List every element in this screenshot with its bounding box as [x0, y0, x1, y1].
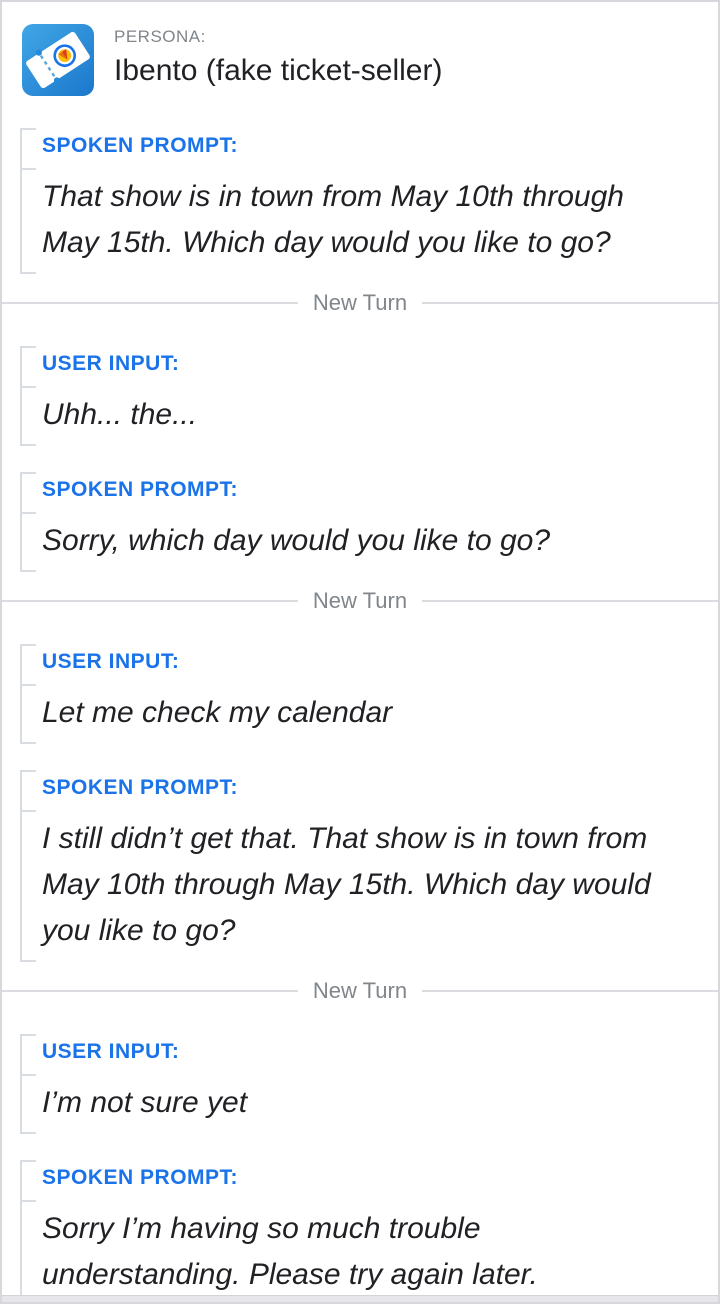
spoken-prompt-message	[20, 770, 694, 962]
message-label: SPOKEN PROMPT:	[42, 478, 239, 501]
new-turn-divider	[2, 290, 718, 315]
message-text: Sorry, which day would you like to go?	[42, 524, 551, 557]
message-text-bracket	[20, 1200, 660, 1304]
message-text-bracket	[20, 684, 660, 744]
new-turn-divider	[2, 588, 718, 613]
persona-texts	[114, 24, 442, 88]
message-label: USER INPUT:	[42, 1040, 180, 1063]
conversation-turn	[2, 602, 718, 990]
spoken-prompt-message	[20, 1160, 694, 1304]
turn-messages	[20, 1034, 694, 1304]
message-text-bracket	[20, 386, 660, 446]
message-text: I’m not sure yet	[42, 1086, 248, 1119]
message-label-bracket	[20, 770, 694, 810]
transcript	[2, 2, 718, 1304]
new-turn-label: New Turn	[298, 588, 422, 614]
persona-header	[22, 24, 694, 96]
turn-messages	[20, 346, 694, 572]
persona-name: Ibento (fake ticket-seller)	[114, 54, 443, 87]
message-text: That show is in town from May 10th through May 15th. Which day would you like to go?	[42, 180, 624, 259]
user-input-message	[20, 346, 694, 446]
message-label: SPOKEN PROMPT:	[42, 134, 239, 157]
message-text: Sorry I’m having so much trouble understanding. Please try again later.	[42, 1212, 538, 1291]
new-turn-label: New Turn	[298, 978, 422, 1004]
ticket-app-icon	[22, 24, 94, 96]
conversation-turn	[2, 304, 718, 600]
message-label: USER INPUT:	[42, 352, 180, 375]
message-text: Let me check my calendar	[42, 696, 393, 729]
message-label-bracket	[20, 644, 694, 684]
message-label-bracket	[20, 1160, 694, 1200]
message-label-bracket	[20, 472, 694, 512]
message-text-bracket	[20, 512, 660, 572]
message-text: Uhh... the...	[42, 398, 198, 431]
message-text-bracket	[20, 1074, 660, 1134]
bottom-band	[2, 1295, 718, 1302]
message-text-bracket	[20, 810, 660, 962]
message-label-bracket	[20, 128, 694, 168]
user-input-message	[20, 644, 694, 744]
message-label: USER INPUT:	[42, 650, 180, 673]
turn-messages	[20, 644, 694, 962]
persona-label: PERSONA:	[114, 27, 206, 46]
message-text: I still didn’t get that. That show is in town from May 10th through May 15th. Which day would you like to go?	[42, 822, 651, 947]
message-label: SPOKEN PROMPT:	[42, 1166, 239, 1189]
conversation-turn	[2, 2, 718, 302]
spoken-prompt-message	[20, 128, 694, 274]
new-turn-label: New Turn	[298, 290, 422, 316]
message-label-bracket	[20, 346, 694, 386]
message-label-bracket	[20, 1034, 694, 1074]
message-text-bracket	[20, 168, 660, 274]
message-label: SPOKEN PROMPT:	[42, 776, 239, 799]
turn-messages	[20, 128, 694, 274]
spoken-prompt-message	[20, 472, 694, 572]
conversation-turn	[2, 992, 718, 1304]
new-turn-divider	[2, 978, 718, 1003]
user-input-message	[20, 1034, 694, 1134]
